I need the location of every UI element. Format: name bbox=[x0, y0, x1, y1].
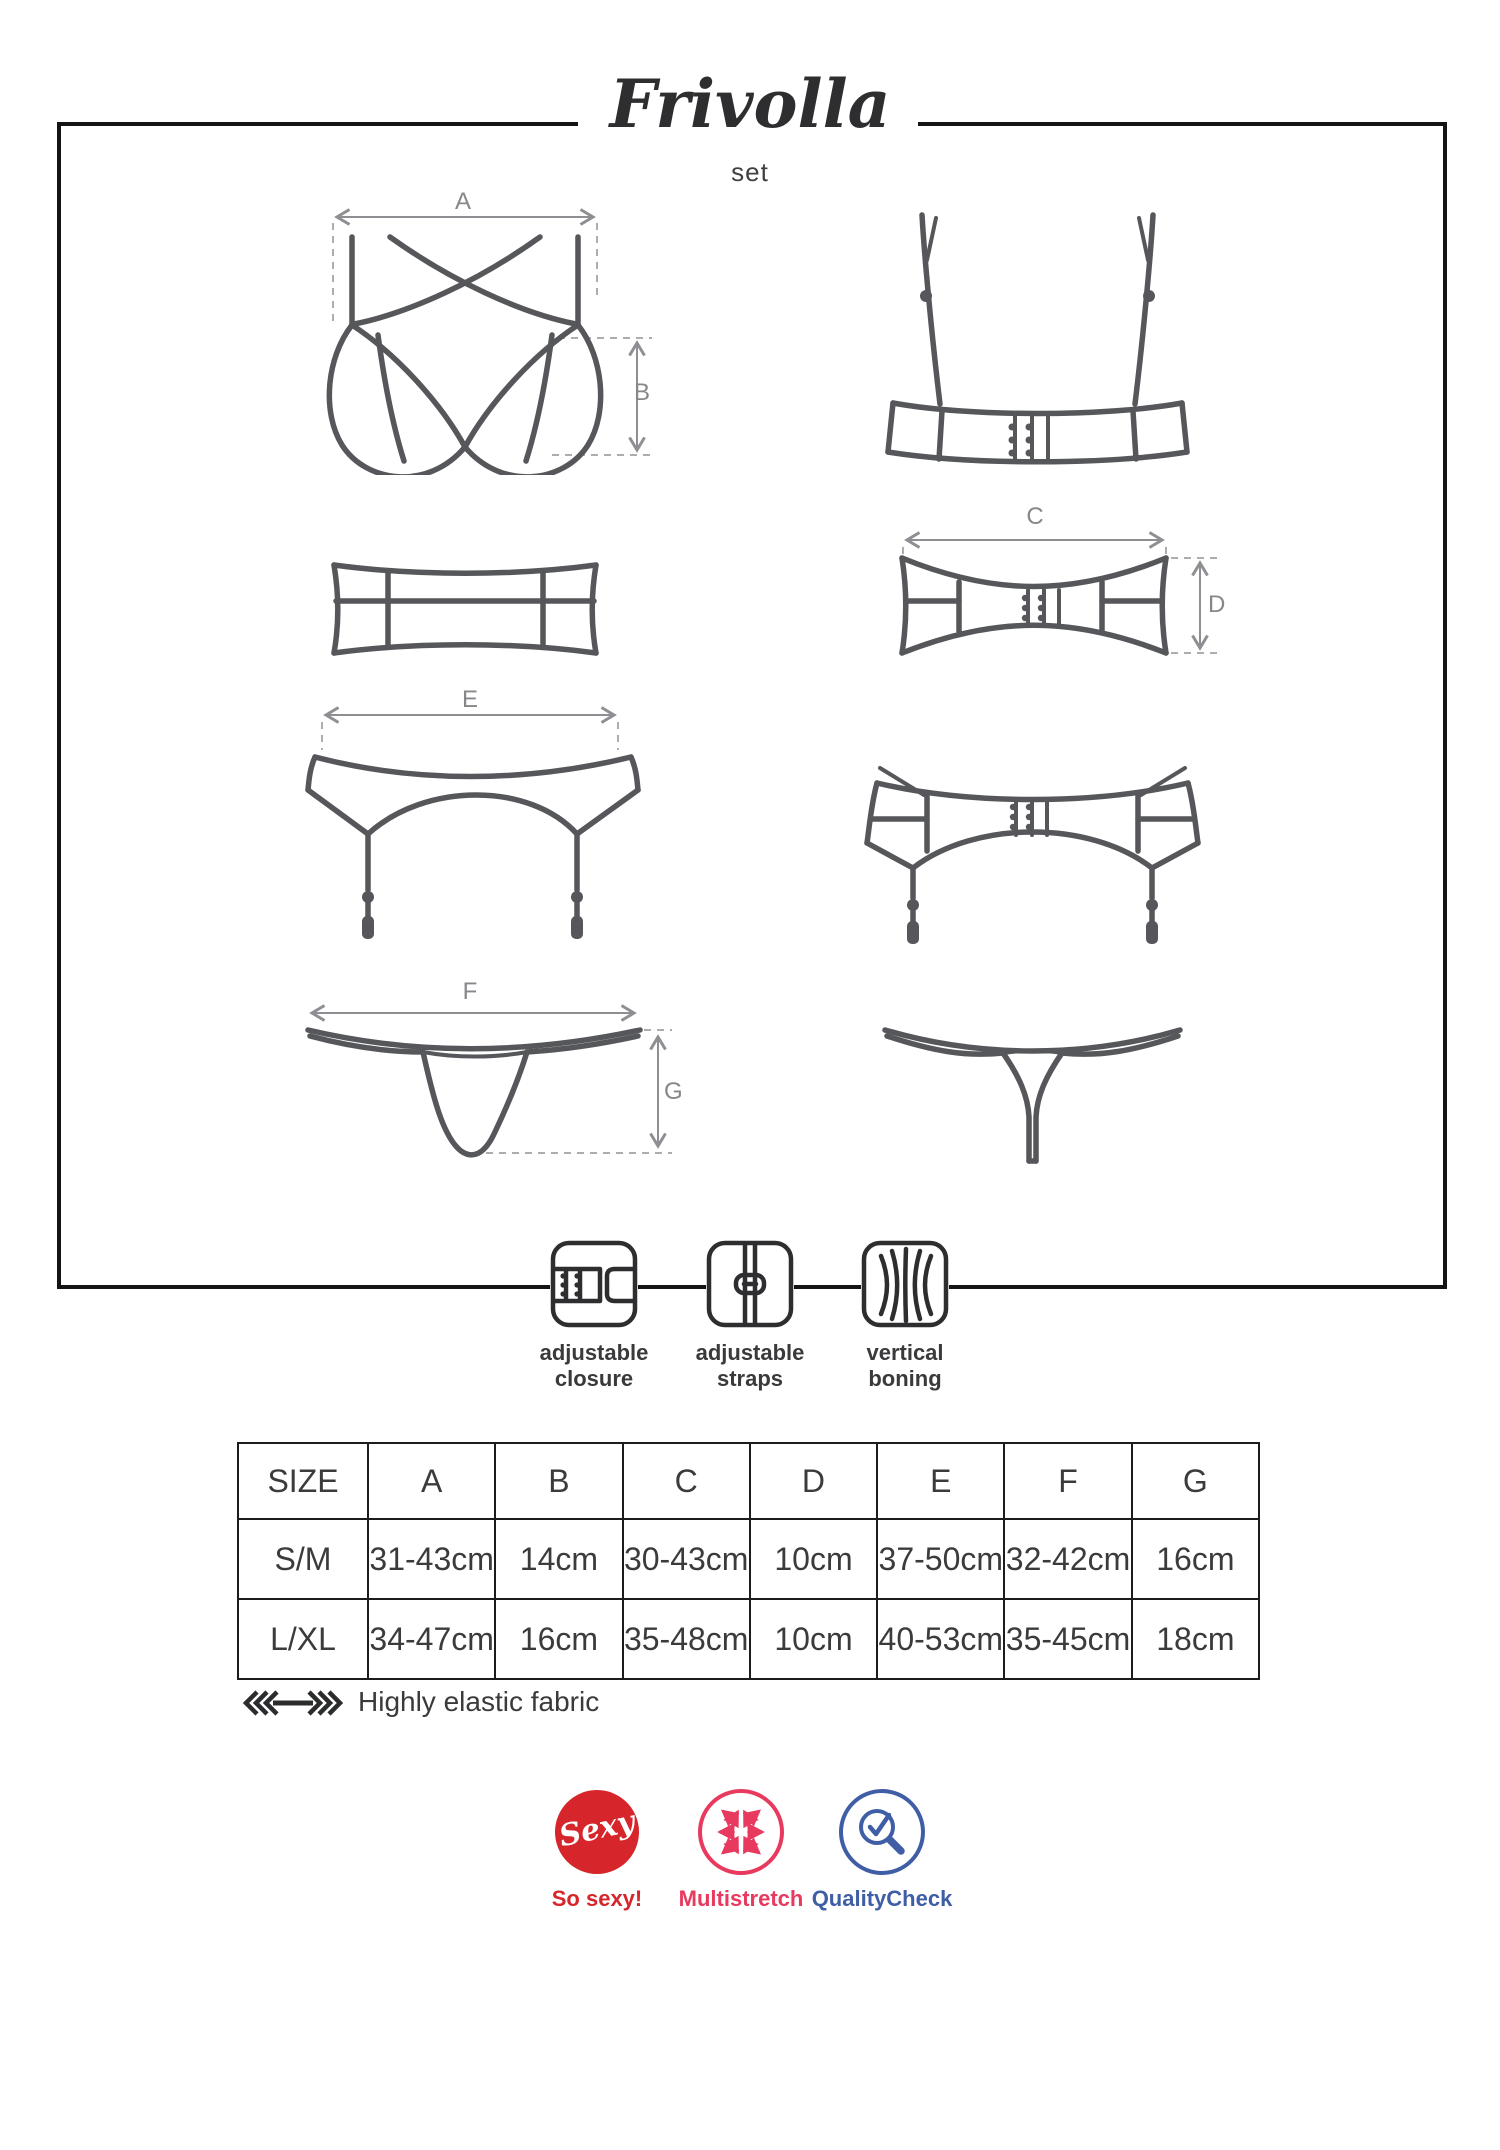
multistretch-badge-label: Multistretch bbox=[678, 1886, 804, 1911]
vertical-boning-icon bbox=[861, 1240, 949, 1328]
value-cell: 14cm bbox=[495, 1519, 622, 1599]
col-header-b: B bbox=[495, 1443, 622, 1519]
size-table bbox=[237, 1442, 1260, 1680]
feature-label-line: boning bbox=[868, 1366, 942, 1392]
dim-label-a: A bbox=[454, 188, 472, 215]
col-header-a: A bbox=[368, 1443, 495, 1519]
size-cell: L/XL bbox=[238, 1599, 368, 1679]
value-cell: 35-48cm bbox=[623, 1599, 750, 1679]
qualitycheck-badge-icon bbox=[837, 1787, 927, 1877]
dim-label-g: G bbox=[664, 1078, 683, 1105]
table-row-sm bbox=[238, 1519, 1259, 1599]
col-header-d: D bbox=[750, 1443, 877, 1519]
feature-label-closure bbox=[540, 1340, 649, 1393]
value-cell: 35-45cm bbox=[1004, 1599, 1131, 1679]
adjustable-straps-icon bbox=[706, 1240, 794, 1328]
value-cell: 18cm bbox=[1132, 1599, 1259, 1679]
sexy-badge-icon bbox=[555, 1790, 639, 1874]
thong-back-diagram bbox=[880, 1020, 1185, 1170]
feature-label-line: adjustable bbox=[695, 1340, 805, 1365]
garter-back-straps-diagram bbox=[860, 755, 1205, 950]
dim-label-c: C bbox=[1026, 503, 1044, 530]
bra-back-diagram bbox=[885, 210, 1190, 468]
size-cell: S/M bbox=[238, 1519, 368, 1599]
feature-label-line: straps bbox=[716, 1366, 784, 1392]
col-header-c: C bbox=[623, 1443, 750, 1519]
value-cell: 30-43cm bbox=[623, 1519, 750, 1599]
logo-subtitle: set bbox=[731, 157, 769, 187]
feature-label-straps bbox=[696, 1340, 805, 1393]
qualitycheck-badge-label: QualityCheck bbox=[811, 1886, 953, 1911]
feature-label-boning bbox=[866, 1340, 943, 1393]
bra-front-diagram bbox=[320, 195, 660, 475]
value-cell: 40-53cm bbox=[877, 1599, 1004, 1679]
value-cell: 32-42cm bbox=[1004, 1519, 1131, 1599]
garter-front-diagram bbox=[300, 686, 660, 950]
brand-logo: Frivolla bbox=[609, 65, 891, 143]
col-header-f: F bbox=[1004, 1443, 1131, 1519]
diagram-frame-border bbox=[57, 122, 1447, 1289]
band-front-diagram bbox=[330, 555, 600, 660]
value-cell: 37-50cm bbox=[877, 1519, 1004, 1599]
elastic-fabric-note: Highly elastic fabric bbox=[358, 1686, 600, 1717]
value-cell: 34-47cm bbox=[368, 1599, 495, 1679]
dim-label-f: F bbox=[462, 978, 478, 1005]
elastic-arrows-icon bbox=[241, 1688, 345, 1718]
garter-back-diagram bbox=[895, 510, 1240, 670]
feature-label-line: adjustable bbox=[539, 1340, 649, 1365]
sexy-badge-label: So sexy! bbox=[551, 1886, 643, 1911]
value-cell: 16cm bbox=[495, 1599, 622, 1679]
value-cell: 10cm bbox=[750, 1519, 877, 1599]
value-cell: 16cm bbox=[1132, 1519, 1259, 1599]
col-header-g: G bbox=[1132, 1443, 1259, 1519]
feature-label-line: closure bbox=[554, 1366, 634, 1392]
value-cell: 31-43cm bbox=[368, 1519, 495, 1599]
dim-label-e: E bbox=[461, 686, 479, 713]
table-row-lxl bbox=[238, 1599, 1259, 1679]
col-header-e: E bbox=[877, 1443, 1004, 1519]
thong-front-diagram bbox=[300, 985, 690, 1163]
adjustable-closure-icon bbox=[550, 1240, 638, 1328]
dim-label-d: D bbox=[1208, 591, 1226, 618]
size-table-header-row bbox=[238, 1443, 1259, 1519]
multistretch-badge-icon bbox=[696, 1787, 786, 1877]
dim-label-b: B bbox=[634, 379, 651, 406]
value-cell: 10cm bbox=[750, 1599, 877, 1679]
col-header-size: SIZE bbox=[238, 1443, 368, 1519]
sexy-badge-text: Sexy bbox=[556, 1804, 638, 1855]
feature-label-line: vertical bbox=[866, 1340, 944, 1365]
